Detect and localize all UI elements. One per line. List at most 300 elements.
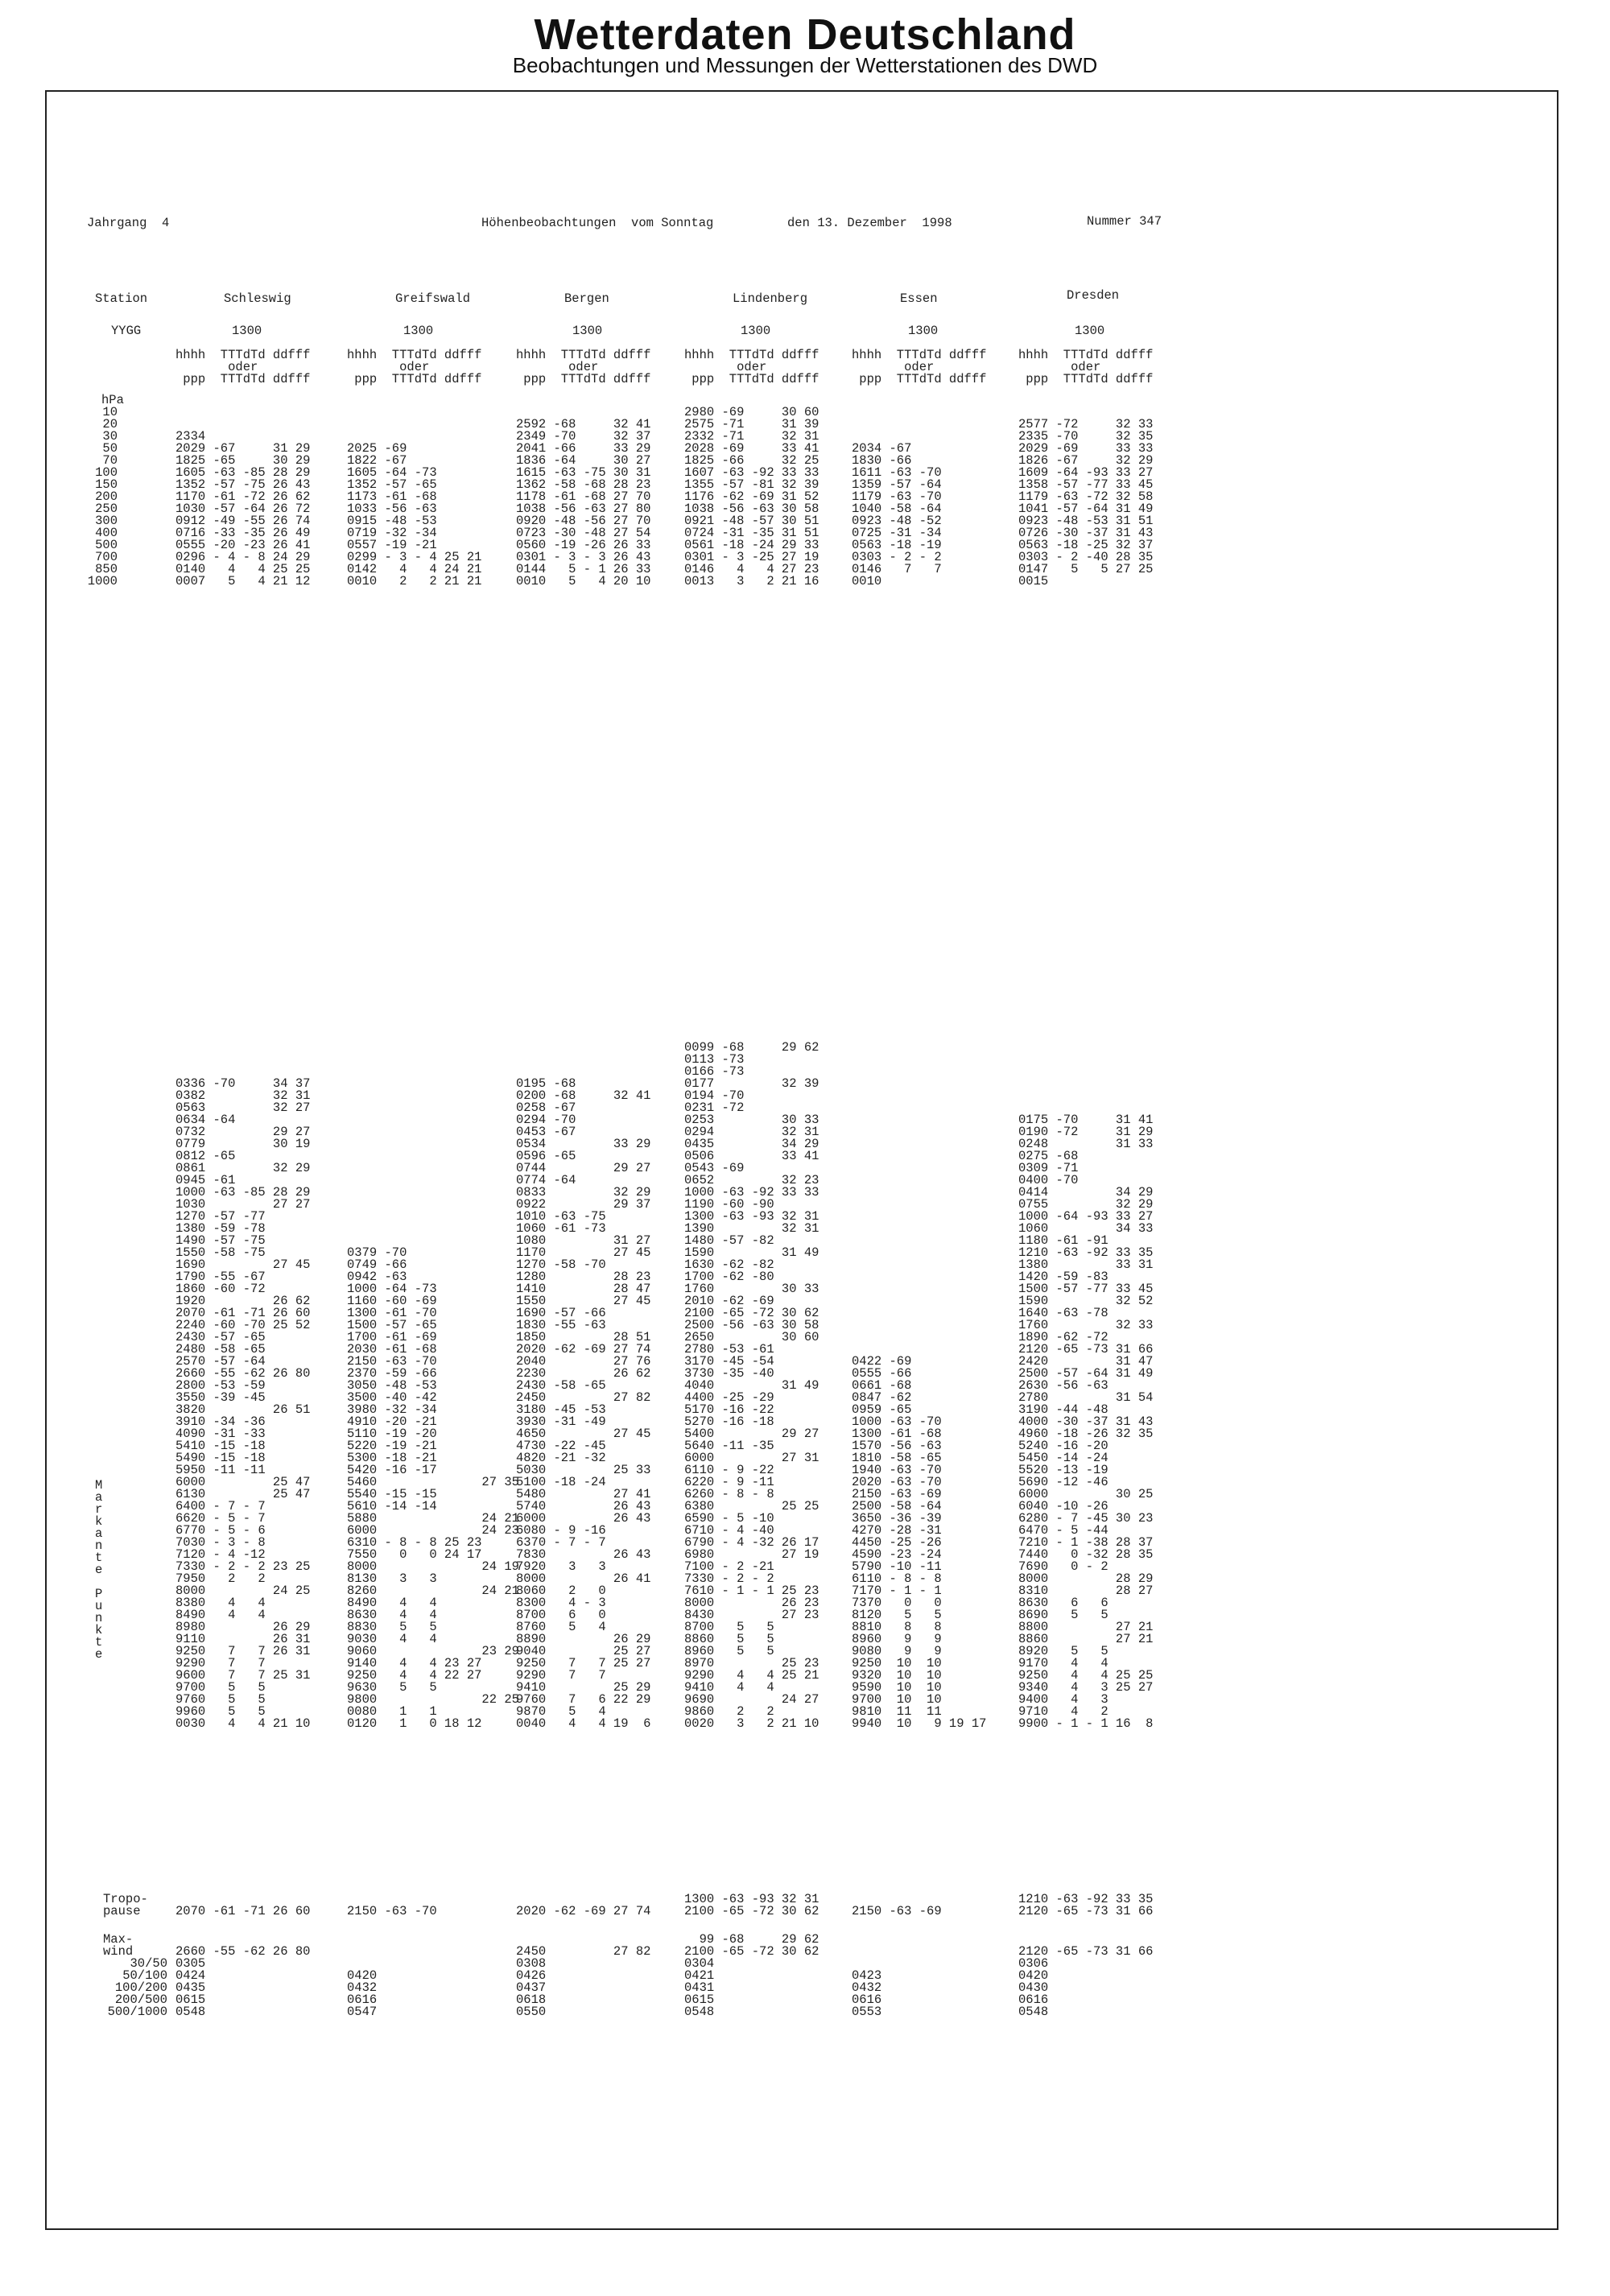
significant-point-row: 0779 30 19 [175, 1137, 311, 1151]
standard-level-row: 2575 -71 31 39 [684, 417, 819, 432]
standard-level-row: 1611 -63 -70 [852, 465, 942, 480]
significant-point-row: 2240 -60 -70 25 52 [175, 1318, 311, 1332]
significant-point-row: 8130 3 3 [347, 1571, 437, 1586]
standard-level-row: 0013 3 2 21 16 [684, 574, 819, 588]
significant-point-row: 3650 -36 -39 [852, 1511, 942, 1526]
significant-point-row: 0634 -64 [175, 1113, 236, 1127]
significant-point-row: 2150 -63 -69 [852, 1487, 942, 1501]
standard-level-row: 0301 - 3 -25 27 19 [684, 550, 819, 564]
significant-point-row: 0231 -72 [684, 1101, 745, 1115]
standard-level-row: 1359 -57 -64 [852, 477, 942, 492]
standard-levels-block [852, 407, 942, 588]
maxwind-block [516, 1934, 650, 1958]
shear-row: 0615 [175, 1992, 206, 2007]
standard-level-row: 1176 -62 -69 31 52 [684, 489, 819, 504]
significant-point-row: 9590 10 10 [852, 1680, 942, 1695]
maxwind-row: 2100 -65 -72 30 62 [684, 1944, 819, 1959]
significant-point-row: 1490 -57 -75 [175, 1233, 266, 1248]
significant-point-row: 1640 -63 -78 [1018, 1306, 1108, 1320]
standard-level-row: 0723 -30 -48 27 54 [516, 526, 651, 540]
tropopause-row: 1210 -63 -92 33 35 [1018, 1892, 1154, 1906]
significant-point-row: 8000 26 41 [516, 1571, 651, 1586]
standard-level-row: 0010 [852, 574, 882, 588]
standard-level-row: 1352 -57 -65 [347, 477, 437, 492]
significant-point-row: 8700 6 0 [516, 1608, 606, 1622]
significant-point-row: 0379 -70 [347, 1245, 407, 1260]
significant-point-row: 6000 24 23 [347, 1523, 519, 1538]
significant-point-row: 2020 -63 -70 [852, 1475, 942, 1489]
significant-point-row: 5420 -16 -17 [347, 1463, 437, 1477]
standard-level-row: 1173 -61 -68 [347, 489, 437, 504]
standard-levels-block [1018, 407, 1153, 588]
significant-point-row: 8690 5 5 [1018, 1608, 1108, 1622]
significant-point-row: 6620 - 5 - 7 [175, 1511, 266, 1526]
significant-point-row: 9710 4 2 [1018, 1704, 1108, 1719]
significant-point-row: 2040 27 76 [516, 1354, 651, 1369]
significant-point-row: 6040 -10 -26 [1018, 1499, 1108, 1513]
significant-point-row: 0294 -70 [516, 1113, 576, 1127]
significant-point-row: 2660 -55 -62 26 80 [175, 1366, 311, 1381]
significant-point-row: 8760 5 4 [516, 1620, 606, 1634]
significant-point-row: 7920 3 3 [516, 1559, 606, 1574]
standard-level-row: 2028 -69 33 41 [684, 441, 819, 456]
significant-point-row: 6080 - 9 -16 [516, 1523, 606, 1538]
significant-point-row: 9060 23 29 [347, 1644, 519, 1658]
significant-point-row: 7610 - 1 - 1 25 23 [684, 1584, 819, 1598]
standard-level-row: 1362 -58 -68 28 23 [516, 477, 651, 492]
maxwind-label [103, 1934, 133, 1958]
vertical-label-letter: r [95, 1502, 103, 1517]
standard-level-row [852, 407, 942, 419]
shear-row: 0304 [684, 1956, 715, 1971]
column-header-line: ppp TTTdTd ddfff [684, 372, 819, 386]
pressure-level: 200 [95, 489, 118, 504]
significant-point-row: 0194 -70 [684, 1088, 745, 1103]
significant-point-row: 0253 30 33 [684, 1113, 819, 1127]
significant-point-row: 5460 27 35 [347, 1475, 519, 1489]
significant-point-row: 5100 -18 -24 [516, 1475, 606, 1489]
significant-points-block [516, 1078, 650, 1730]
maxwind-block [1018, 1934, 1153, 1958]
standard-level-row: 2332 -71 32 31 [684, 429, 819, 444]
significant-point-row: 5520 -13 -19 [1018, 1463, 1108, 1477]
maxwind-row: 2660 -55 -62 26 80 [175, 1944, 311, 1959]
shear-row: 0421 [684, 1968, 715, 1983]
markante-punkte-label [95, 1480, 102, 1661]
significant-point-row: 1830 -55 -63 [516, 1318, 606, 1332]
significant-point-row: 0833 32 29 [516, 1185, 651, 1200]
significant-point-row: 4960 -18 -26 32 35 [1018, 1427, 1154, 1441]
significant-point-row: 8430 27 23 [684, 1608, 819, 1622]
shear-row: 0306 [1018, 1956, 1049, 1971]
significant-point-row: 8490 4 4 [175, 1608, 266, 1622]
significant-points-block [175, 1078, 310, 1730]
significant-point-row: 8810 8 8 [852, 1620, 942, 1634]
significant-point-row: 1920 26 62 [175, 1294, 311, 1308]
yygg-label: YYGG [111, 324, 142, 338]
significant-point-row: 5400 29 27 [684, 1427, 819, 1441]
significant-point-row: 2120 -65 -73 31 66 [1018, 1342, 1154, 1357]
significant-point-row: 8000 28 29 [1018, 1571, 1154, 1586]
shear-layer-label: 50/100 [122, 1968, 167, 1983]
shear-row: 0305 [175, 1956, 206, 1971]
significant-point-row: 0506 33 41 [684, 1149, 819, 1163]
shear-row: 0420 [347, 1968, 378, 1983]
significant-point-row: 0099 -68 29 62 [684, 1040, 819, 1055]
significant-point-row: 6260 - 8 - 8 [684, 1487, 774, 1501]
standard-level-row: 1352 -57 -75 26 43 [175, 477, 311, 492]
standard-level-row: 0923 -48 -52 [852, 514, 942, 528]
column-header [684, 349, 819, 386]
significant-points-block [684, 1042, 819, 1730]
significant-point-row: 6980 27 19 [684, 1547, 819, 1562]
station-label: Station [95, 291, 148, 306]
significant-point-row: 0945 -61 [175, 1173, 236, 1187]
maxwind-row: 2120 -65 -73 31 66 [1018, 1944, 1154, 1959]
significant-point-row: 1760 32 33 [1018, 1318, 1154, 1332]
significant-point-row: 7120 - 4 -12 [175, 1547, 266, 1562]
significant-point-row: 8300 4 - 3 [516, 1596, 606, 1610]
standard-level-row: 1358 -57 -77 33 45 [1018, 477, 1154, 492]
shear-row: 0430 [1018, 1980, 1049, 1995]
significant-point-row: 0166 -73 [684, 1064, 745, 1079]
significant-point-row: 1500 -57 -65 [347, 1318, 437, 1332]
significant-point-row: 1000 -64 -73 [347, 1282, 437, 1296]
shear-block [175, 1958, 205, 2018]
standard-level-row: 0724 -31 -35 31 51 [684, 526, 819, 540]
significant-point-row: 2030 -61 -68 [347, 1342, 437, 1357]
significant-point-row: 5540 -15 -15 [347, 1487, 437, 1501]
significant-point-row: 6590 - 5 -10 [684, 1511, 774, 1526]
significant-point-row: 0336 -70 34 37 [175, 1076, 311, 1091]
station-name: Essen [900, 291, 938, 306]
significant-point-row: 1480 -57 -82 [684, 1233, 774, 1248]
significant-point-row: 6790 - 4 -32 26 17 [684, 1535, 819, 1550]
pressure-level: 30 [102, 429, 118, 444]
vertical-label-letter: a [95, 1490, 103, 1505]
standard-level-row: 0921 -48 -57 30 51 [684, 514, 819, 528]
significant-point-row: 5490 -15 -18 [175, 1451, 266, 1465]
significant-point-row: 2500 -56 -63 30 58 [684, 1318, 819, 1332]
significant-point-row: 8000 24 19 [347, 1559, 519, 1574]
significant-point-row: 4910 -20 -21 [347, 1414, 437, 1429]
column-header-line: oder [516, 360, 599, 374]
significant-point-row: 9290 4 4 25 21 [684, 1668, 819, 1683]
significant-point-row: 8980 26 29 [175, 1620, 311, 1634]
significant-point-row: 8920 5 5 [1018, 1644, 1108, 1658]
standard-levels-block [684, 407, 819, 588]
significant-point-row: 9290 7 7 [516, 1668, 606, 1683]
significant-point-row: 1690 -57 -66 [516, 1306, 606, 1320]
significant-point-row: 1010 -63 -75 [516, 1209, 606, 1224]
shear-row: 0548 [175, 2005, 206, 2019]
significant-point-row: 2010 -62 -69 [684, 1294, 774, 1308]
tropopause-row: 2100 -65 -72 30 62 [684, 1904, 819, 1918]
significant-point-row: 7550 0 0 24 17 [347, 1547, 482, 1562]
standard-level-row: 2029 -67 31 29 [175, 441, 311, 456]
significant-point-row: 7030 - 3 - 8 [175, 1535, 266, 1550]
significant-point-row: 9170 4 4 [1018, 1656, 1108, 1670]
significant-point-row: 2780 31 54 [1018, 1390, 1154, 1405]
significant-point-row: 1030 27 27 [175, 1197, 311, 1212]
pressure-level: 1000 [87, 574, 118, 588]
standard-level-row: 0303 - 2 - 2 [852, 550, 942, 564]
standard-level-row: 0912 -49 -55 26 74 [175, 514, 311, 528]
significant-point-row: 6710 - 4 -40 [684, 1523, 774, 1538]
column-header-line: hhhh TTTdTd ddfff [1018, 348, 1154, 362]
significant-point-row: 2780 -53 -61 [684, 1342, 774, 1357]
standard-level-row: 0007 5 4 21 12 [175, 574, 311, 588]
shear-row: 0423 [852, 1968, 882, 1983]
station-name: Lindenberg [733, 291, 808, 306]
significant-point-row: 4450 -25 -26 [852, 1535, 942, 1550]
standard-level-row: 0142 4 4 24 21 [347, 562, 482, 576]
significant-point-row: 1550 27 45 [516, 1294, 651, 1308]
shear-block [852, 1958, 881, 2018]
significant-point-row: 9250 4 4 25 25 [1018, 1668, 1154, 1683]
significant-point-row: 9250 4 4 22 27 [347, 1668, 482, 1683]
significant-points-block [347, 1247, 519, 1730]
significant-point-row: 2450 27 82 [516, 1390, 651, 1405]
significant-point-row: 8120 5 5 [852, 1608, 942, 1622]
significant-point-row: 1810 -58 -65 [852, 1451, 942, 1465]
significant-point-row: 1270 -57 -77 [175, 1209, 266, 1224]
significant-point-row: 7330 - 2 - 2 [684, 1571, 774, 1586]
significant-point-row: 0113 -73 [684, 1052, 745, 1067]
vertical-label-letter: t [95, 1551, 103, 1565]
shear-row: 0435 [175, 1980, 206, 1995]
significant-point-row: 5220 -19 -21 [347, 1439, 437, 1453]
standard-level-row [852, 419, 942, 431]
significant-point-row: 4650 27 45 [516, 1427, 651, 1441]
maxwind-label-line: Max- [103, 1932, 134, 1947]
significant-point-row: 8800 27 21 [1018, 1620, 1154, 1634]
issue-number: Nummer 347 [1087, 214, 1162, 229]
shear-layer-label: 30/50 [130, 1956, 167, 1971]
standard-level-row: 0147 5 5 27 25 [1018, 562, 1154, 576]
significant-point-row: 5880 24 21 [347, 1511, 519, 1526]
standard-level-row: 1615 -63 -75 30 31 [516, 465, 651, 480]
station-time: 1300 [232, 324, 262, 338]
maxwind-block [175, 1934, 310, 1958]
significant-point-row: 8380 4 4 [175, 1596, 266, 1610]
significant-point-row: 3730 -35 -40 [684, 1366, 774, 1381]
column-header-line: hhhh TTTdTd ddfff [684, 348, 819, 362]
standard-level-row: 1607 -63 -92 33 33 [684, 465, 819, 480]
significant-point-row: 2500 -58 -64 [852, 1499, 942, 1513]
significant-point-row: 3910 -34 -36 [175, 1414, 266, 1429]
standard-level-row: 0725 -31 -34 [852, 526, 942, 540]
standard-level-row: 0296 - 4 - 8 24 29 [175, 550, 311, 564]
column-header-line: oder [347, 360, 430, 374]
significant-point-row: 8890 26 29 [516, 1632, 651, 1646]
significant-point-row: 1300 -61 -68 [852, 1427, 942, 1441]
significant-point-row: 2150 -63 -70 [347, 1354, 437, 1369]
tropopause-row: 2150 -63 -70 [347, 1904, 437, 1918]
significant-point-row: 5170 -16 -22 [684, 1402, 774, 1417]
shear-row: 0432 [347, 1980, 378, 1995]
column-header-line: ppp TTTdTd ddfff [347, 372, 482, 386]
pressure-level: 400 [95, 526, 118, 540]
significant-point-row: 3180 -45 -53 [516, 1402, 606, 1417]
significant-point-row: 2800 -53 -59 [175, 1378, 266, 1393]
significant-point-row: 5300 -18 -21 [347, 1451, 437, 1465]
significant-point-row: 7170 - 1 - 1 [852, 1584, 942, 1598]
standard-level-row: 0561 -18 -24 29 33 [684, 538, 819, 552]
tropopause-label-line: pause [103, 1904, 141, 1918]
significant-point-row: 1590 31 49 [684, 1245, 819, 1260]
shear-block [347, 1958, 377, 2018]
standard-level-row: 0146 7 7 [852, 562, 942, 576]
significant-point-row: 0755 32 29 [1018, 1197, 1154, 1212]
tropopause-row: 2020 -62 -69 27 74 [516, 1904, 651, 1918]
station-time: 1300 [741, 324, 771, 338]
significant-point-row: 1000 -63 -92 33 33 [684, 1185, 819, 1200]
significant-point-row: 0534 33 29 [516, 1137, 651, 1151]
column-header [347, 349, 481, 386]
shear-layer-label: 200/500 [114, 1992, 167, 2007]
significant-point-row: 9690 24 27 [684, 1692, 819, 1707]
significant-point-row: 1940 -63 -70 [852, 1463, 942, 1477]
column-header-line: ppp TTTdTd ddfff [1018, 372, 1154, 386]
shear-row: 0308 [516, 1956, 547, 1971]
standard-level-row: 2334 [175, 429, 206, 444]
vertical-label-letter: a [95, 1526, 103, 1541]
standard-level-row: 2577 -72 32 33 [1018, 417, 1154, 432]
standard-level-row: 1038 -56 -63 27 80 [516, 502, 651, 516]
pressure-level: 10 [102, 405, 118, 419]
pressure-level: 70 [102, 453, 118, 468]
significant-point-row: 9940 10 9 19 17 [852, 1716, 987, 1731]
column-header-line: oder [684, 360, 767, 374]
report-date: den 13. Dezember 1998 [787, 216, 952, 230]
standard-level-row: 1038 -56 -63 30 58 [684, 502, 819, 516]
significant-point-row: 8310 28 27 [1018, 1584, 1154, 1598]
significant-point-row: 5240 -16 -20 [1018, 1439, 1108, 1453]
significant-point-row: 3190 -44 -48 [1018, 1402, 1108, 1417]
standard-level-row: 0015 [1018, 574, 1049, 588]
significant-point-row: 0382 32 31 [175, 1088, 311, 1103]
vertical-label-letter: n [95, 1538, 103, 1553]
significant-point-row: 4000 -30 -37 31 43 [1018, 1414, 1154, 1429]
significant-point-row: 1170 27 45 [516, 1245, 651, 1260]
significant-point-row: 5640 -11 -35 [684, 1439, 774, 1453]
column-header-line: hhhh TTTdTd ddfff [852, 348, 987, 362]
pressure-level: 850 [95, 562, 118, 576]
significant-point-row: 7330 - 2 - 2 23 25 [175, 1559, 311, 1574]
significant-point-row: 1270 -58 -70 [516, 1257, 606, 1272]
vertical-label-letter: t [95, 1635, 103, 1650]
significant-point-row: 9630 5 5 [347, 1680, 437, 1695]
significant-point-row: 0555 -66 [852, 1366, 912, 1381]
significant-point-row: 1500 -57 -77 33 45 [1018, 1282, 1154, 1296]
column-header-line: oder [852, 360, 935, 374]
significant-point-row: 9410 4 4 [684, 1680, 774, 1695]
column-header-line: ppp TTTdTd ddfff [852, 372, 987, 386]
standard-level-row: 1825 -66 32 25 [684, 453, 819, 468]
vertical-label-letter: e [95, 1563, 103, 1577]
significant-point-row: 2500 -57 -64 31 49 [1018, 1366, 1154, 1381]
significant-point-row: 1000 -63 -70 [852, 1414, 942, 1429]
standard-level-row: 0563 -18 -25 32 37 [1018, 538, 1154, 552]
significant-point-row: 0294 32 31 [684, 1125, 819, 1139]
significant-point-row: 7950 2 2 [175, 1571, 266, 1586]
tropopause-block [175, 1893, 310, 1918]
significant-point-row: 9810 11 11 [852, 1704, 942, 1719]
vertical-label-letter: k [95, 1623, 103, 1637]
column-header-line: hhhh TTTdTd ddfff [175, 348, 311, 362]
standard-level-row: 1355 -57 -81 32 39 [684, 477, 819, 492]
significant-point-row: 7210 - 1 -38 28 37 [1018, 1535, 1154, 1550]
significant-point-row: 5610 -14 -14 [347, 1499, 437, 1513]
standard-level-row: 1030 -57 -64 26 72 [175, 502, 311, 516]
standard-level-row: 0726 -30 -37 31 43 [1018, 526, 1154, 540]
significant-point-row: 0177 32 39 [684, 1076, 819, 1091]
maxwind-block [684, 1934, 819, 1958]
significant-point-row: 6000 25 47 [175, 1475, 311, 1489]
station-time: 1300 [908, 324, 939, 338]
shear-row: 0437 [516, 1980, 547, 1995]
significant-point-row: 0812 -65 [175, 1149, 236, 1163]
vertical-label-letter: u [95, 1599, 103, 1613]
significant-point-row: 0200 -68 32 41 [516, 1088, 651, 1103]
significant-point-row: 0175 -70 31 41 [1018, 1113, 1154, 1127]
standard-level-row: 1830 -66 [852, 453, 912, 468]
significant-point-row: 0248 31 33 [1018, 1137, 1154, 1151]
significant-point-row: 8000 24 25 [175, 1584, 311, 1598]
station-time: 1300 [1075, 324, 1105, 338]
significant-point-row: 8000 26 23 [684, 1596, 819, 1610]
significant-point-row: 0861 32 29 [175, 1161, 311, 1175]
significant-point-row: 3980 -32 -34 [347, 1402, 437, 1417]
significant-point-row: 0020 3 2 21 10 [684, 1716, 819, 1731]
significant-point-row: 4040 31 49 [684, 1378, 819, 1393]
shear-row: 0432 [852, 1980, 882, 1995]
shear-row: 0553 [852, 2005, 882, 2019]
standard-level-row: 1033 -56 -63 [347, 502, 437, 516]
significant-point-row: 9040 25 27 [516, 1644, 651, 1658]
standard-level-row: 1041 -57 -64 31 49 [1018, 502, 1154, 516]
standard-level-row: 0557 -19 -21 [347, 538, 437, 552]
standard-level-row: 0920 -48 -56 27 70 [516, 514, 651, 528]
significant-point-row: 0596 -65 [516, 1149, 576, 1163]
significant-point-row: 1380 -59 -78 [175, 1221, 266, 1236]
column-header-line: hhhh TTTdTd ddfff [347, 348, 482, 362]
significant-point-row: 1080 31 27 [516, 1233, 651, 1248]
shear-layer-label: 500/1000 [107, 2005, 167, 2019]
standard-level-row: 0299 - 3 - 4 25 21 [347, 550, 482, 564]
significant-point-row: 4590 -23 -24 [852, 1547, 942, 1562]
significant-point-row: 2430 -58 -65 [516, 1378, 606, 1393]
significant-point-row: 9410 25 29 [516, 1680, 651, 1695]
tropopause-block [347, 1893, 437, 1918]
standard-levels-block [347, 407, 481, 588]
tropopause-block [852, 1893, 942, 1918]
standard-level-row: 2025 -69 [347, 441, 407, 456]
significant-point-row: 7370 0 0 [852, 1596, 942, 1610]
standard-level-row: 0303 - 2 -40 28 35 [1018, 550, 1154, 564]
significant-point-row: 9250 7 7 25 27 [516, 1656, 651, 1670]
standard-level-row: 0915 -48 -53 [347, 514, 437, 528]
significant-point-row: 1380 33 31 [1018, 1257, 1154, 1272]
station-name: Greifswald [395, 291, 471, 306]
pressure-level: 500 [95, 538, 118, 552]
significant-point-row: 1000 -64 -93 33 27 [1018, 1209, 1154, 1224]
vertical-label-letter: P [95, 1587, 103, 1601]
page-subtitle: Beobachtungen und Messungen der Wetterstationen des DWD [512, 53, 1098, 77]
significant-point-row: 4730 -22 -45 [516, 1439, 606, 1453]
significant-point-row: 8960 9 9 [852, 1632, 942, 1646]
